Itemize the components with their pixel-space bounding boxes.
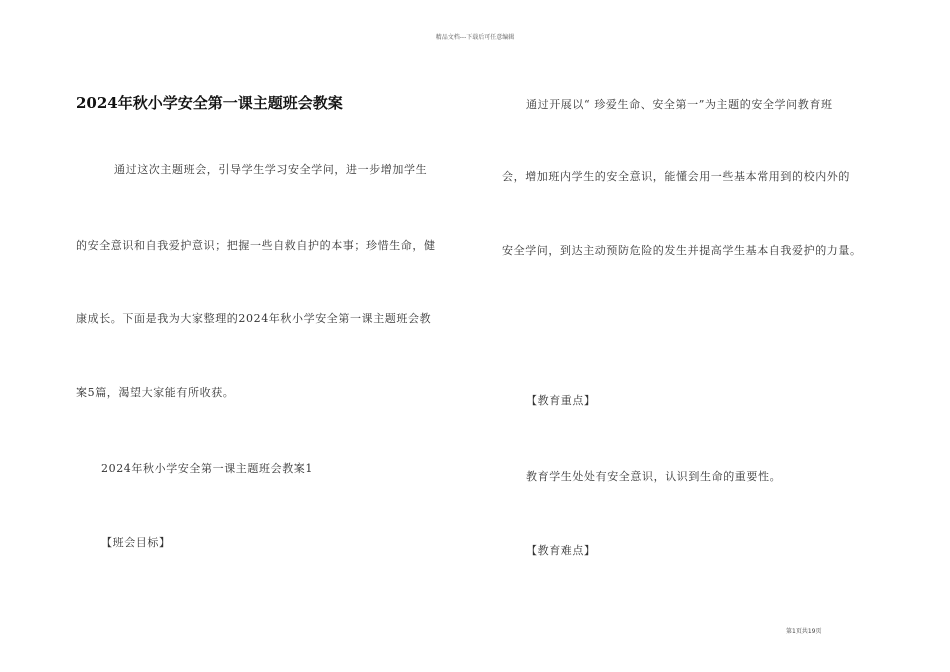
section-education-key: 【教育重点】 <box>526 394 596 407</box>
education-key-text: 教育学生处处有安全意识，认识到生命的重要性。 <box>526 470 782 483</box>
lesson-plan-subheading: 2024年秋小学安全第一课主题班会教案1 <box>101 462 313 475</box>
document-title: 2024年秋小学安全第一课主题班会教案 <box>76 94 343 112</box>
goal-line-3: 安全学问，到达主动预防危险的发生并提高学生基本自我爱护的力量。 <box>502 244 862 257</box>
intro-line-1: 通过这次主题班会，引导学生学习安全学问，进一步增加学生 <box>114 163 428 176</box>
goal-line-1: 通过开展以“ 珍爱生命、安全第一”为主题的安全学问教育班 <box>526 98 833 111</box>
header-note: 精品文档---下载后可任意编辑 <box>435 34 515 41</box>
page-number: 第1页共19页 <box>786 628 822 635</box>
intro-line-3: 康成长。下面是我为大家整理的2024年秋小学安全第一课主题班会教 <box>76 312 432 325</box>
section-class-goal: 【班会目标】 <box>101 536 171 549</box>
intro-line-2: 的安全意识和自我爱护意识；把握一些自救自护的本事；珍惜生命，健 <box>76 239 436 252</box>
intro-line-4: 案5篇，渴望大家能有所收获。 <box>76 386 235 399</box>
section-education-difficulty: 【教育难点】 <box>526 544 596 557</box>
goal-line-2: 会，增加班内学生的安全意识，能懂会用一些基本常用到的校内外的 <box>502 170 850 183</box>
